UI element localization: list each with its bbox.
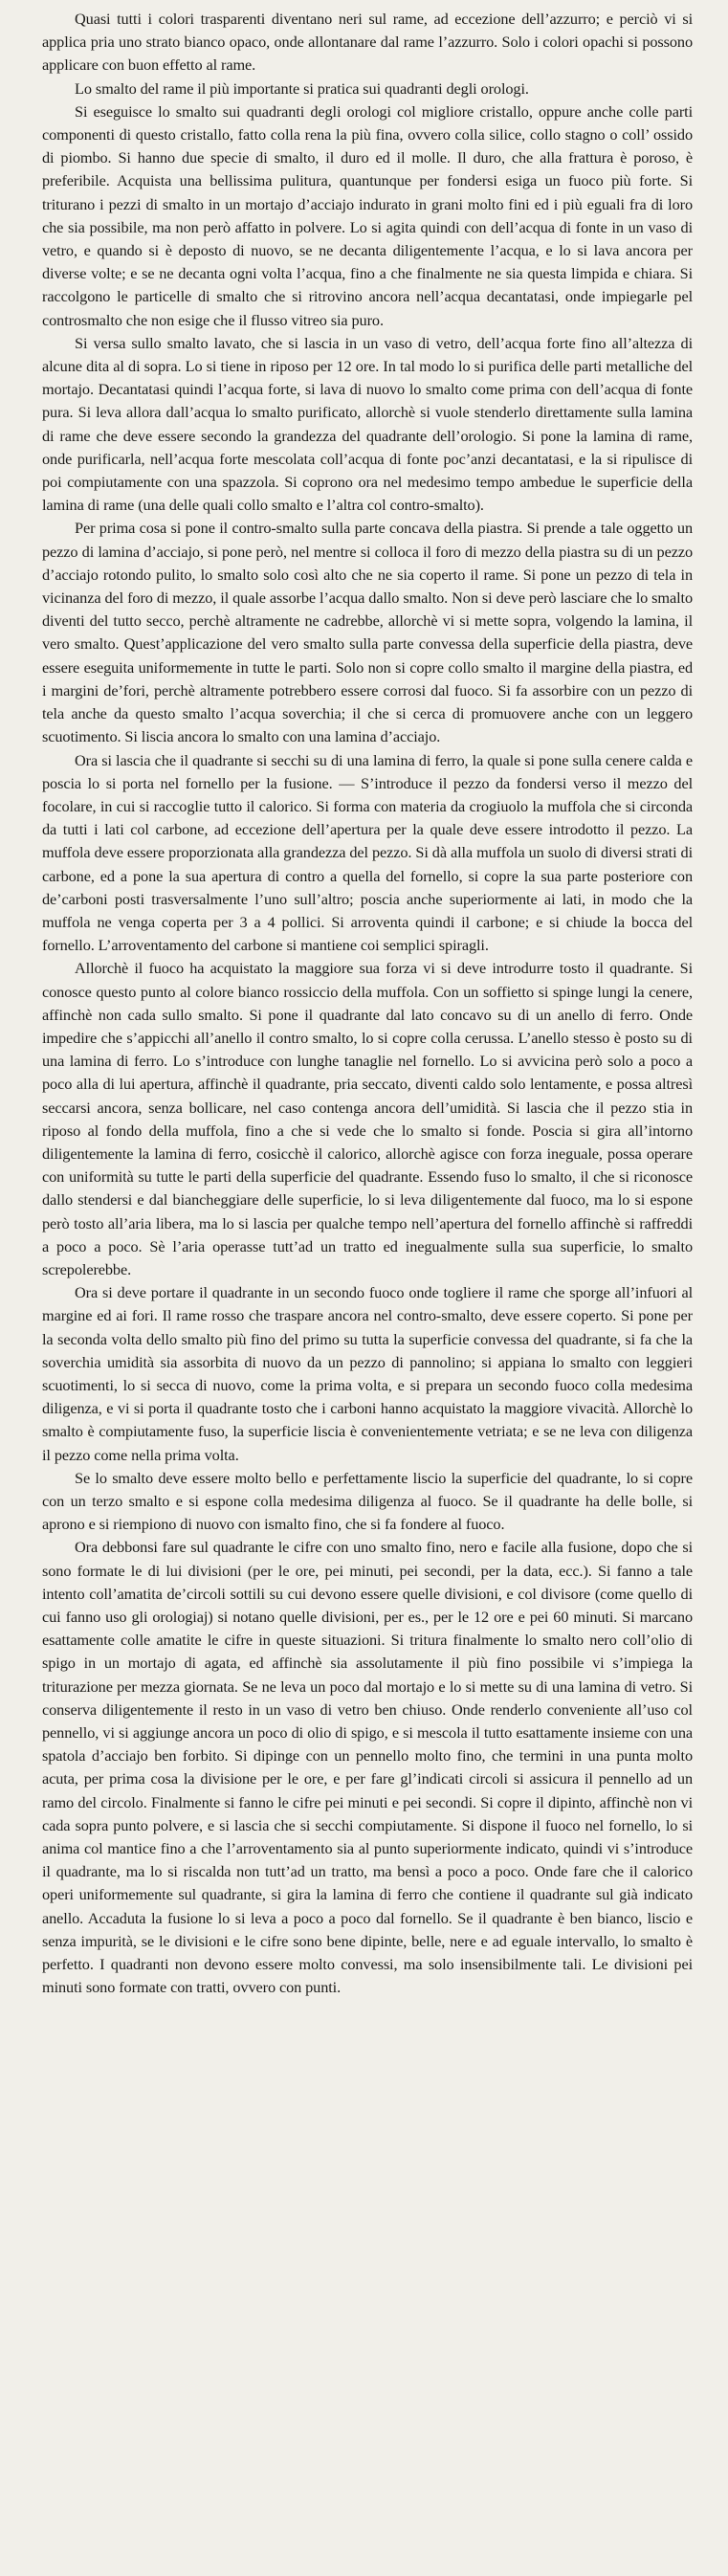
paragraph-10: Ora debbonsi fare sul quadrante le cifre con uno smalto fino, nero e facile alla fusione, dopo che si sono formate le di lui divisioni (per le ore, pei minuti, pei secondi, per la data, ecc.). Si fanno a tale intento coll’amatita de’circoli sottili su cui devono essere quelle divisioni, e col divisore (come quello di cui fanno uso gli orologiaj) si notano quelle divisioni, per es., per le 12 ore e pei 60 minuti. Si marcano esattamente colle amatite le cifre in queste situazioni. Si tritura finalmente lo smalto nero coll’olio di spigo in un mortajo di agata, ed affinchè sia assolutamente il più fino possibile vi s’impiega la triturazione per mezza giornata. Se ne leva un poco dal mortajo e lo si mette su di una lamina di vetro. Si conserva diligentemente il resto in un vaso di vetro ben chiuso. Onde renderlo conveniente all’uso col pennello, vi si aggiunge ancora un poco di olio di spigo, e si mescola il tutto esattamente insieme con una spatola d’acciajo ben forbito. Si dipinge con un pennello molto fino, che termini in una punta molto acuta, per prima cosa la divisione per le ore, e per fare gl’indicati circoli si assicura il pennello ad un ramo del circolo. Finalmente si fanno le cifre pei minuti e pei secondi. Si copre il dipinto, affinchè non vi cada sopra punto polvere, e si lascia che si secchi compiutamente. Si dispone il fuoco nel fornello, lo si anima col mantice fino a che l’arroventamento sia al punto superiormente indicato, quindi vi s’introduce il quadrante, ma lo si riscalda non tutt’ad un tratto, ma bensì a poco a poco. Onde fare che il calorico operi uniformemente sul quadrante, si gira la lamina di ferro che contiene il quadrante sul già indicato anello. Accaduta la fusione lo si leva a poco a poco dal fornello. Se il quadrante è ben bianco, liscio e senza impurità, se le divisioni e le cifre sono bene dipinte, belle, nere e ad eguale intervallo, lo smalto è perfetto. I quadranti non devono essere molto convessi, ma solo insensibilmente tali. Le divisioni pei minuti sono formate con tratti, ovvero con punti. <box>42 1538 693 1997</box>
document-page <box>42 8 693 2568</box>
paragraph-5: Per prima cosa si pone il contro-smalto sulla parte concava della piastra. Si prende a tale oggetto un pezzo di lamina d’acciajo, si pone però, nel mentre si colloca il foro di mezzo della piastra su di un pezzo d’acciajo rotondo pulito, lo smalto solo così alto che ne sia coperto il rame. Si pone un pezzo di tela in vicinanza del foro di mezzo, il quale assorbe l’acqua dallo smalto. Non si deve però lasciare che lo smalto diventi del tutto secco, perchè altramente ne cadrebbe, allorchè vi si mette sopra, volgendo la lamina, il vero smalto. Quest’applicazione del vero smalto sulla parte convessa della superficie della piastra, deve essere eseguita uniformemente in tutte le parti. Solo non si copre collo smalto il margine della piastra, ed i margini de’fori, perchè altramente potrebbero essere corrosi dal fuoco. Si fa assorbire con un pezzo di tela anche da questo smalto l’acqua soverchia; il che si cerca di promuovere anche con un leggero scuotimento. Si liscia ancora lo smalto con una lamina d’acciajo. <box>42 519 693 746</box>
paragraph-8: Ora si deve portare il quadrante in un secondo fuoco onde togliere il rame che sporge all’infuori al margine ed ai fori. Il rame rosso che traspare ancora nel contro-smalto, deve essere coperto. Si pone per la seconda volta dello smalto più fino del primo su tutta la superficie convessa del quadrante, si fa che la soverchia umidità sia assorbita di nuovo da un pezzo di pannolino; si appiana lo smalto con leggieri scuotimenti, lo si secca di nuovo, come la prima volta, e si prepara un secondo fuoco colla medesima diligenza, e vi si porta il quadrante tosto che i carboni hanno acquistato la maggiore vivacità. Allorchè lo smalto è compiutamente fuso, la superficie liscia è convenientemente vetriata; e se ne leva con diligenza il pezzo come nella prima volta. <box>42 1283 693 1464</box>
paragraph-2: Lo smalto del rame il più importante si pratica sui quadranti degli orologi. <box>75 78 529 98</box>
paragraph-4: Si versa sullo smalto lavato, che si lascia in un vaso di vetro, dell’acqua forte fino all’altezza di alcune dita al di sopra. Lo si tiene in riposo per 12 ore. In tal modo lo si purifica delle parti metalliche del mortajo. Decantatasi quindi l’acqua forte, si lava di nuovo lo smalto come prima con dell’acqua di fonte pura. Si leva allora dall’acqua lo smalto purificato, allorchè si vuole stenderlo direttamente sulla lamina di rame che deve essere secondo la grandezza del quadrante dell’orologio. Si pone la lamina di rame, onde purificarla, nell’acqua forte mescolata coll’acqua di fonte poc’anzi decantatasi, e la si ripulisce di poi compiutamente con una spazzola. Si coprono ora nel medesimo tempo ambedue le superficie della lamina di rame (una delle quali collo smalto e l’altra col contro-smalto). <box>42 333 693 515</box>
paragraph-1: Quasi tutti i colori trasparenti diventano neri sul rame, ad eccezione dell’azzurro; e perciò vi si applica pria uno strato bianco opaco, onde allontanare dal rame l’azzurro. Solo i colori opachi si possono applicare con buon effetto al rame. <box>42 10 693 75</box>
paragraph-3: Si eseguisce lo smalto sui quadranti degli orologi col migliore cristallo, oppure anche colle parti componenti di questo cristallo, fatto colla rena la più fina, ovvero colla silice, collo stagno o coll’ ossido di piombo. Si hanno due specie di smalto, il duro ed il molle. Il duro, che alla frattura è poroso, è preferibile. Acquista una bellissima pulitura, quantunque per fondersi esiga un fuoco più forte. Si triturano i pezzi di smalto in un mortajo d’acciajo indurato in grani molto fini ed i più eguali fra di loro che sia possibile, ma non però affatto in polvere. Lo si agita quindi con dell’acqua di fonte in un vaso di vetro, e quando si è deposto di nuovo, se ne decanta diligentemente l’acqua, e lo si lava ancora per diverse volte; e se ne decanta ogni volta l’acqua, fino a che finalmente ne sia questa limpida e chiara. Si raccolgono le particelle di smalto che si ritrovino ancora nell’acqua decantatasi, onde impiegarle pel controsmalto che non esige che il flusso vitreo sia puro. <box>42 101 693 329</box>
paragraph-6: Ora si lascia che il quadrante si secchi su di una lamina di ferro, la quale si pone sulla cenere calda e poscia lo si porta nel fornello per la fusione. — S’introduce il pezzo da fondersi verso il mezzo del focolare, in cui si raccoglie tutto il calorico. Si forma con materia da crogiuolo la muffola che si circonda da tutti i lati col carbone, ad eccezione dell’apertura per la quale deve essere introdotto il pezzo. La muffola deve essere proporzionata alla grandezza del pezzo. Si dà alla muffola un suolo di diversi strati di carbone, ed a pone la sua apertura di contro a quella del fornello, si copre la sua parte posteriore con de’carboni posti trasversalmente l’uno sull’altro; poscia anche superiormente ai lati, in modo che la muffola ne venga coperta per 3 a 4 pollici. Si arroventa quindi il carbone; e si chiude la bocca del fornello. L’arroventamento del carbone si mantiene coi semplici spiragli. <box>42 750 693 955</box>
paragraph-9: Se lo smalto deve essere molto bello e perfettamente liscio la superficie del quadrante, lo si copre con un terzo smalto e si espone colla medesima diligenza al fuoco. Se il quadrante ha delle bolle, si aprono e si riempiono di nuovo con ismalto fino, che si fa fondere al fuoco. <box>42 1468 693 1534</box>
paragraph-7: Allorchè il fuoco ha acquistato la maggiore sua forza vi si deve introdurre tosto il quadrante. Si conosce questo punto al colore bianco rossiccio della muffola. Con un soffietto si spinge lungi la cenere, affinchè non cada sullo smalto. Si pone il quadrante dal lato concavo su di un anello di ferro. Onde impedire che s’appicchi all’anello il contro smalto, lo si copre colla cerussa. L’anello stesso è posto su di una lamina di ferro. Lo s’introduce con lunghe tanaglie nel fornello. Lo si avvicina però solo a poco a poco alla di lui apertura, affinchè il quadrante, pria seccato, diventi caldo solo lentamente, e possa altresì seccarsi ancora, senza bollicare, nel caso contenga ancora dell’umidità. Si lascia che il pezzo stia in riposo al fondo della muffola, fino a che si vede che lo smalto si fonde. Poscia si gira all’intorno diligentemente la lamina di ferro, cosicchè il calorico, allorchè agisce con forza ineguale, possa operare con uniformità su tutte le parti della superficie del quadrante. Essendo fuso lo smalto, il che si riconosce dallo stendersi e dal biancheggiare delle superficie, lo si leva diligentemente dal fuoco, ma lo si espone però tosto all’aria libera, ma lo si lascia per qualche tempo nell’apertura del fornello affinchè si raffreddi a poco a poco. Sè l’aria operasse tutt’ad un tratto ed inegualmente sulla sua superficie, lo smalto screpolerebbe. <box>42 959 693 1278</box>
